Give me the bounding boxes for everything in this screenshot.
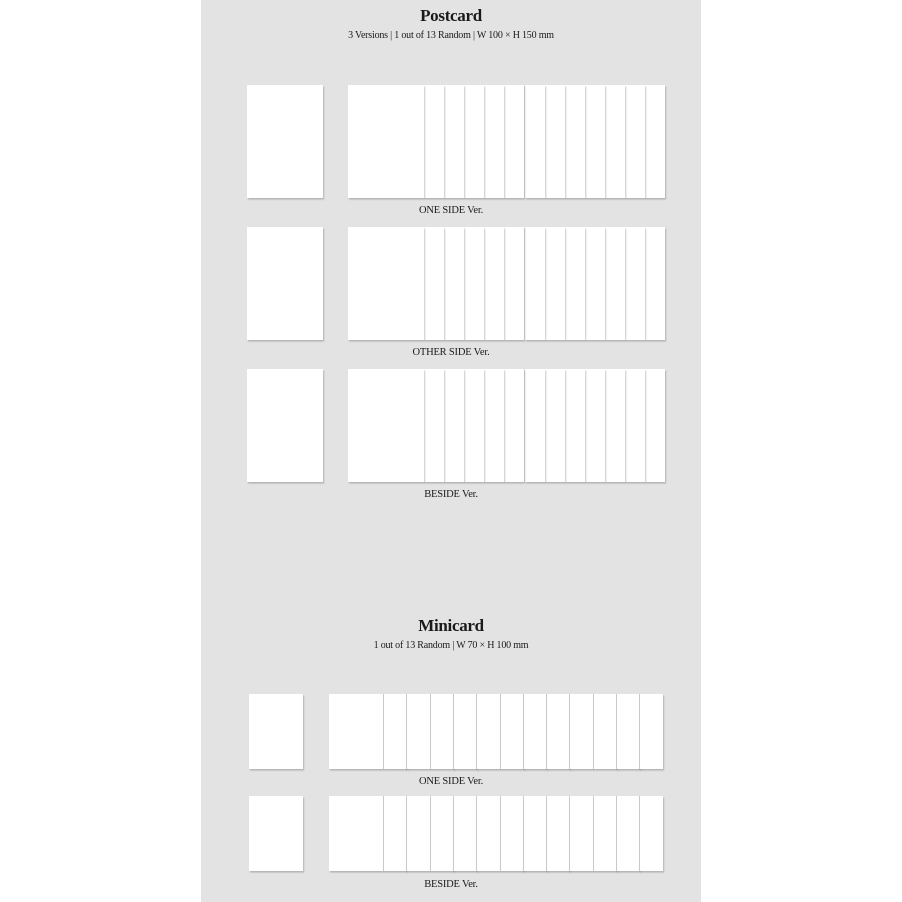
minicard-stack-card xyxy=(329,694,383,769)
postcard-stack-card xyxy=(645,369,665,482)
minicard-subtitle: 1 out of 13 Random | W 70 × H 100 mm xyxy=(373,640,529,651)
minicard-stack-card xyxy=(329,796,383,871)
postcard-stack-card xyxy=(565,369,585,482)
minicard-stack-card xyxy=(500,796,524,871)
postcard-stack-card xyxy=(585,227,605,340)
minicard-caption-beside: BESIDE Ver. xyxy=(424,879,478,890)
minicard-stack-card xyxy=(406,796,430,871)
postcard-stack-card xyxy=(625,369,645,482)
minicard-stack-card xyxy=(639,694,663,769)
minicard-stack-card xyxy=(569,694,593,769)
minicard-stack-card xyxy=(383,796,407,871)
minicard-stack-card xyxy=(523,796,547,871)
product-info-panel xyxy=(201,0,701,902)
postcard-stack-card xyxy=(525,85,545,198)
postcard-stack-card xyxy=(348,85,424,198)
postcard-stack-card xyxy=(545,85,565,198)
minicard-stack-card xyxy=(569,796,593,871)
minicard-stack-card xyxy=(453,694,477,769)
minicard-stack-card xyxy=(453,796,477,871)
postcard-stack-card xyxy=(645,227,665,340)
postcard-stack-card xyxy=(605,85,625,198)
postcard-stack-card xyxy=(424,85,444,198)
postcard-single-card xyxy=(247,227,323,340)
postcard-stack-card xyxy=(424,369,444,482)
postcard-stack-card xyxy=(444,227,464,340)
postcard-stack-card xyxy=(504,85,524,198)
minicard-stack-card xyxy=(546,694,570,769)
postcard-stack-card xyxy=(605,227,625,340)
minicard-stack-card xyxy=(430,694,454,769)
postcard-stack-card xyxy=(484,369,504,482)
minicard-stack-card xyxy=(546,796,570,871)
postcard-stack-card xyxy=(464,369,484,482)
postcard-stack-card xyxy=(625,85,645,198)
minicard-stack-card xyxy=(406,694,430,769)
postcard-stack-card xyxy=(464,227,484,340)
postcard-stack-card xyxy=(585,85,605,198)
minicard-stack-card xyxy=(593,694,617,769)
postcard-single-card xyxy=(247,369,323,482)
minicard-stack-card xyxy=(639,796,663,871)
postcard-stack-card xyxy=(525,227,545,340)
postcard-subtitle: 3 Versions | 1 out of 13 Random | W 100 × H 150 mm xyxy=(348,30,554,41)
minicard-stack-card xyxy=(430,796,454,871)
minicard-title: Minicard xyxy=(418,616,484,635)
postcard-stack-card xyxy=(504,227,524,340)
minicard-stack-card xyxy=(616,796,640,871)
postcard-single-card xyxy=(247,85,323,198)
postcard-caption-other-side: OTHER SIDE Ver. xyxy=(412,347,490,358)
postcard-stack-card xyxy=(605,369,625,482)
minicard-single-card xyxy=(249,796,303,871)
minicard-stack-card xyxy=(383,694,407,769)
postcard-stack-card xyxy=(424,227,444,340)
postcard-stack-card xyxy=(444,369,464,482)
postcard-caption-one-side: ONE SIDE Ver. xyxy=(419,205,483,216)
postcard-stack-card xyxy=(484,85,504,198)
postcard-caption-beside: BESIDE Ver. xyxy=(424,489,478,500)
minicard-stack-card xyxy=(593,796,617,871)
postcard-stack-card xyxy=(565,85,585,198)
postcard-stack-card xyxy=(525,369,545,482)
postcard-stack-card xyxy=(348,227,424,340)
postcard-stack-card xyxy=(625,227,645,340)
postcard-stack-card xyxy=(444,85,464,198)
postcard-stack-card xyxy=(464,85,484,198)
postcard-stack-card xyxy=(545,369,565,482)
postcard-stack-card xyxy=(504,369,524,482)
postcard-stack-card xyxy=(348,369,424,482)
postcard-stack-card xyxy=(585,369,605,482)
postcard-stack-card xyxy=(545,227,565,340)
postcard-stack-card xyxy=(484,227,504,340)
postcard-stack-card xyxy=(565,227,585,340)
minicard-stack-card xyxy=(476,796,500,871)
postcard-stack-card xyxy=(645,85,665,198)
minicard-caption-one-side: ONE SIDE Ver. xyxy=(419,776,483,787)
minicard-stack-card xyxy=(500,694,524,769)
minicard-single-card xyxy=(249,694,303,769)
minicard-stack-card xyxy=(616,694,640,769)
minicard-stack-card xyxy=(476,694,500,769)
minicard-stack-card xyxy=(523,694,547,769)
postcard-title: Postcard xyxy=(420,6,482,25)
